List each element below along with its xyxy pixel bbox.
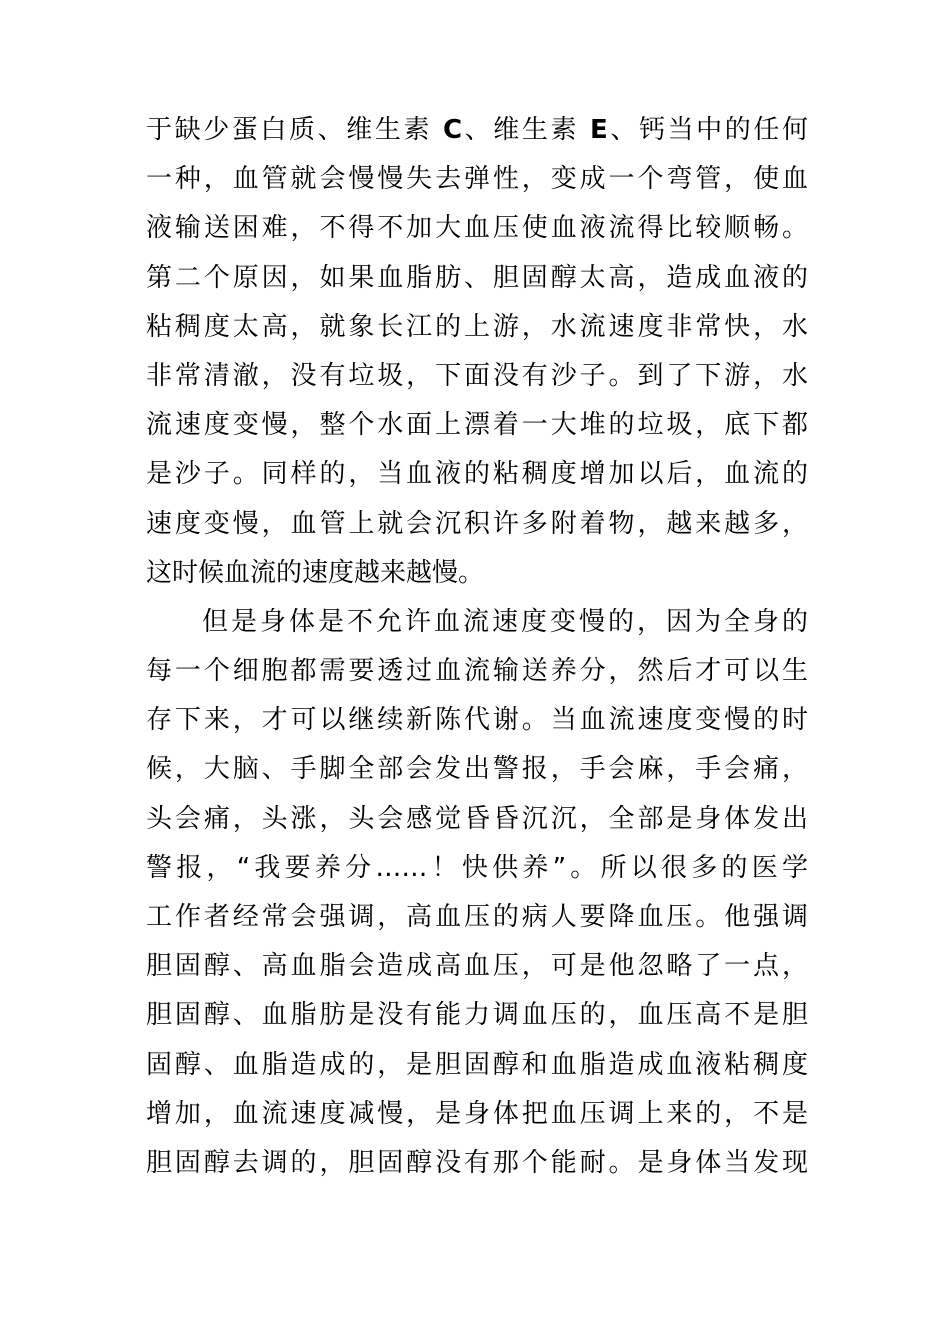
paragraph-2 [146,598,808,1188]
text-line: 工作者经常会强调，高血压的病人要降血压。他强调 [146,902,808,932]
text-line: 液输送困难，不得不加大血压使血液流得比较顺畅。 [146,213,808,244]
text-line: 胆固醇、血脂肪是没有能力调血压的，血压高不是胆 [146,1000,808,1031]
text-line: 这时候血流的速度越来越慢。 [146,557,485,588]
text-line: 流速度变慢，整个水面上漂着一大堆的垃圾，底下都 [146,410,808,441]
text-line: 固醇、血脂造成的，是胆固醇和血脂造成血液粘稠度 [146,1049,808,1080]
text-line: 是沙子。同样的，当血液的粘稠度增加以后，血流的 [146,459,808,490]
text-line: 胆固醇去调的，胆固醇没有那个能耐。是身体当发现 [146,1147,808,1178]
text-line: 一种，血管就会慢慢失去弹性，变成一个弯管，使血 [146,164,808,195]
text-line: 存下来，才可以继续新陈代谢。当血流速度变慢的时 [146,705,808,736]
text-line: 胆固醇、高血脂会造成高血压，可是他忽略了一点， [146,951,808,982]
text-line: 警报，“我要养分……！快供养”。所以很多的医学 [146,852,808,883]
text-line: 非常清澈，没有垃圾，下面没有沙子。到了下游，水 [146,360,808,391]
text-line: 候，大脑、手脚全部会发出警报，手会麻，手会痛， [146,754,808,785]
text-line: 增加，血流速度减慢，是身体把血压调上来的，不是 [146,1098,808,1129]
text-line: 第二个原因，如果血脂肪、胆固醇太高，造成血液的 [146,262,808,293]
text-line: 每一个细胞都需要透过血流输送养分，然后才可以生 [146,656,808,687]
text-line: 于缺少蛋白质、维生素 C、维生素 E、钙当中的任何 [146,115,809,145]
text-line: 粘稠度太高，就象长江的上游，水流速度非常快，水 [146,311,808,342]
body-text [146,106,808,1188]
text-line: 头会痛，头涨，头会感觉昏昏沉沉，全部是身体发出 [146,803,808,834]
paragraph-1 [146,106,808,598]
text-line: 速度变慢，血管上就会沉积许多附着物，越来越多， [146,508,808,539]
text-line: 但是身体是不允许血流速度变慢的，因为全身的 [202,606,808,637]
